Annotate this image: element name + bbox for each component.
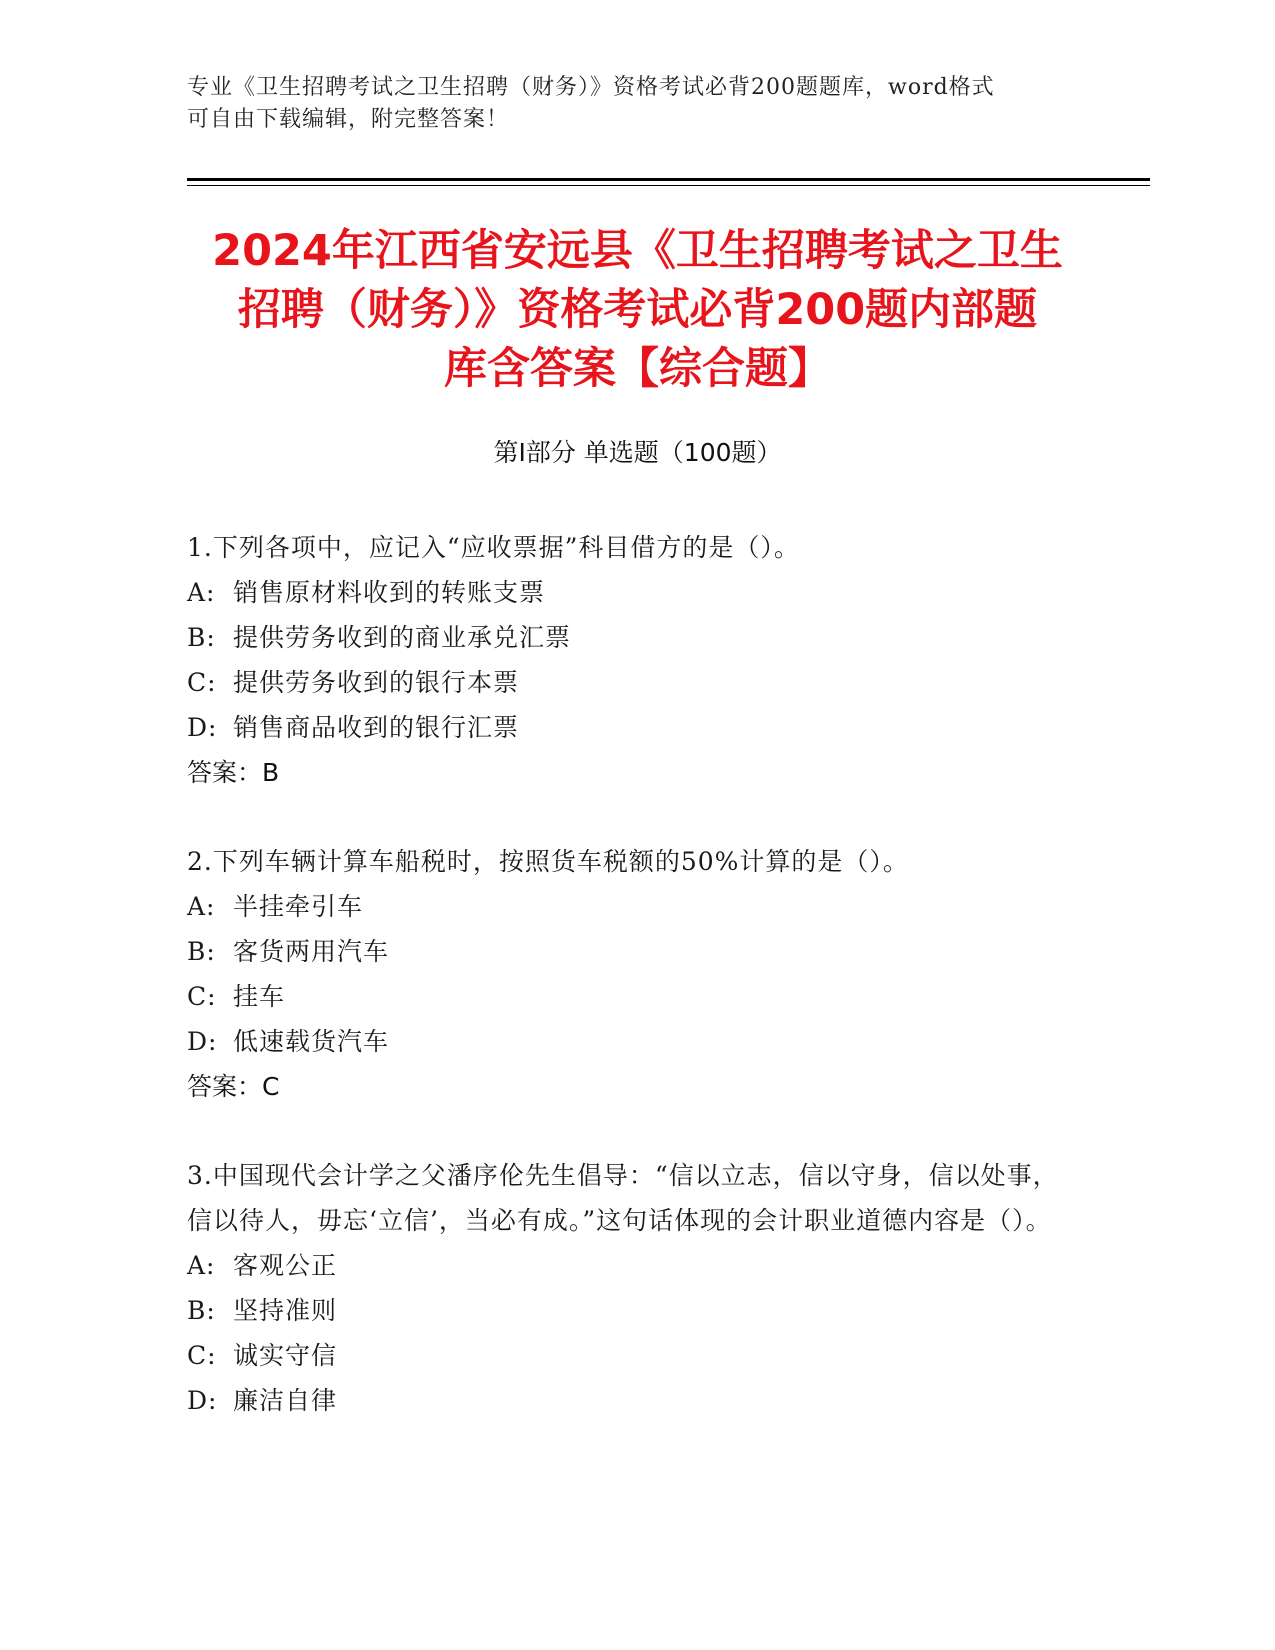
option-d xyxy=(187,1019,1067,1064)
option-text: 坚持准则 xyxy=(233,1296,338,1325)
option-d xyxy=(187,705,1067,750)
option-letter: C: xyxy=(187,1341,217,1370)
answer-key: 答案：B xyxy=(187,758,280,787)
option-letter: C: xyxy=(187,668,217,697)
question-item xyxy=(187,839,1067,1109)
option-c xyxy=(187,1333,1067,1378)
option-letter: A: xyxy=(187,578,216,607)
question-stem: 2.下列车辆计算车船税时，按照货车税额的50%计算的是（）。 xyxy=(187,847,909,876)
option-text: 诚实守信 xyxy=(233,1341,338,1370)
option-b xyxy=(187,929,1067,974)
question-item xyxy=(187,525,1067,795)
option-text: 销售原材料收到的转账支票 xyxy=(233,578,546,607)
header-note-line: 专业《卫生招聘考试之卫生招聘（财务）》资格考试必背200题题库，word格式 xyxy=(187,75,995,100)
option-text: 半挂牵引车 xyxy=(233,892,364,921)
option-letter: D: xyxy=(187,713,218,742)
option-b xyxy=(187,615,1067,660)
option-c xyxy=(187,660,1067,705)
option-c xyxy=(187,974,1067,1019)
title-line: 招聘（财务）》资格考试必背200题内部题 xyxy=(237,285,1038,335)
header-divider-thin xyxy=(187,185,1150,186)
question-list xyxy=(187,525,1067,1467)
option-letter: D: xyxy=(187,1027,218,1056)
title-line: 2024年江西省安远县《卫生招聘考试之卫生 xyxy=(212,226,1063,276)
option-text: 廉洁自律 xyxy=(233,1386,338,1415)
option-text: 低速载货汽车 xyxy=(233,1027,390,1056)
header-note-line: 可自由下载编辑，附完整答案！ xyxy=(187,107,510,132)
option-letter: C: xyxy=(187,982,217,1011)
option-letter: A: xyxy=(187,892,216,921)
option-letter: B: xyxy=(187,937,216,966)
option-text: 销售商品收到的银行汇票 xyxy=(233,713,520,742)
option-a xyxy=(187,570,1067,615)
option-text: 客观公正 xyxy=(233,1251,338,1280)
document-title xyxy=(150,222,1125,399)
option-letter: D: xyxy=(187,1386,218,1415)
header-divider xyxy=(187,178,1150,181)
option-text: 客货两用汽车 xyxy=(233,937,390,966)
question-stem: 1.下列各项中，应记入“应收票据”科目借方的是（）。 xyxy=(187,533,800,562)
question-stem: 3.中国现代会计学之父潘序伦先生倡导：“信以立志，信以守身，信以处事，信以待人，毋忘‘立信’，当必有成。”这句话体现的会计职业道德内容是（）。 xyxy=(187,1161,1059,1235)
title-line: 库含答案【综合题】 xyxy=(444,344,831,394)
question-item xyxy=(187,1153,1067,1423)
answer-key: 答案：C xyxy=(187,1072,280,1101)
option-a xyxy=(187,1243,1067,1288)
option-text: 提供劳务收到的商业承兑汇票 xyxy=(233,623,572,652)
option-letter: A: xyxy=(187,1251,216,1280)
option-text: 提供劳务收到的银行本票 xyxy=(233,668,520,697)
option-d xyxy=(187,1378,1067,1423)
option-b xyxy=(187,1288,1067,1333)
option-text: 挂车 xyxy=(233,982,286,1011)
option-letter: B: xyxy=(187,1296,216,1325)
option-a xyxy=(187,884,1067,929)
option-letter: B: xyxy=(187,623,216,652)
section-title: 第Ⅰ部分 单选题（100题） xyxy=(493,438,782,467)
header-note xyxy=(187,72,1087,136)
